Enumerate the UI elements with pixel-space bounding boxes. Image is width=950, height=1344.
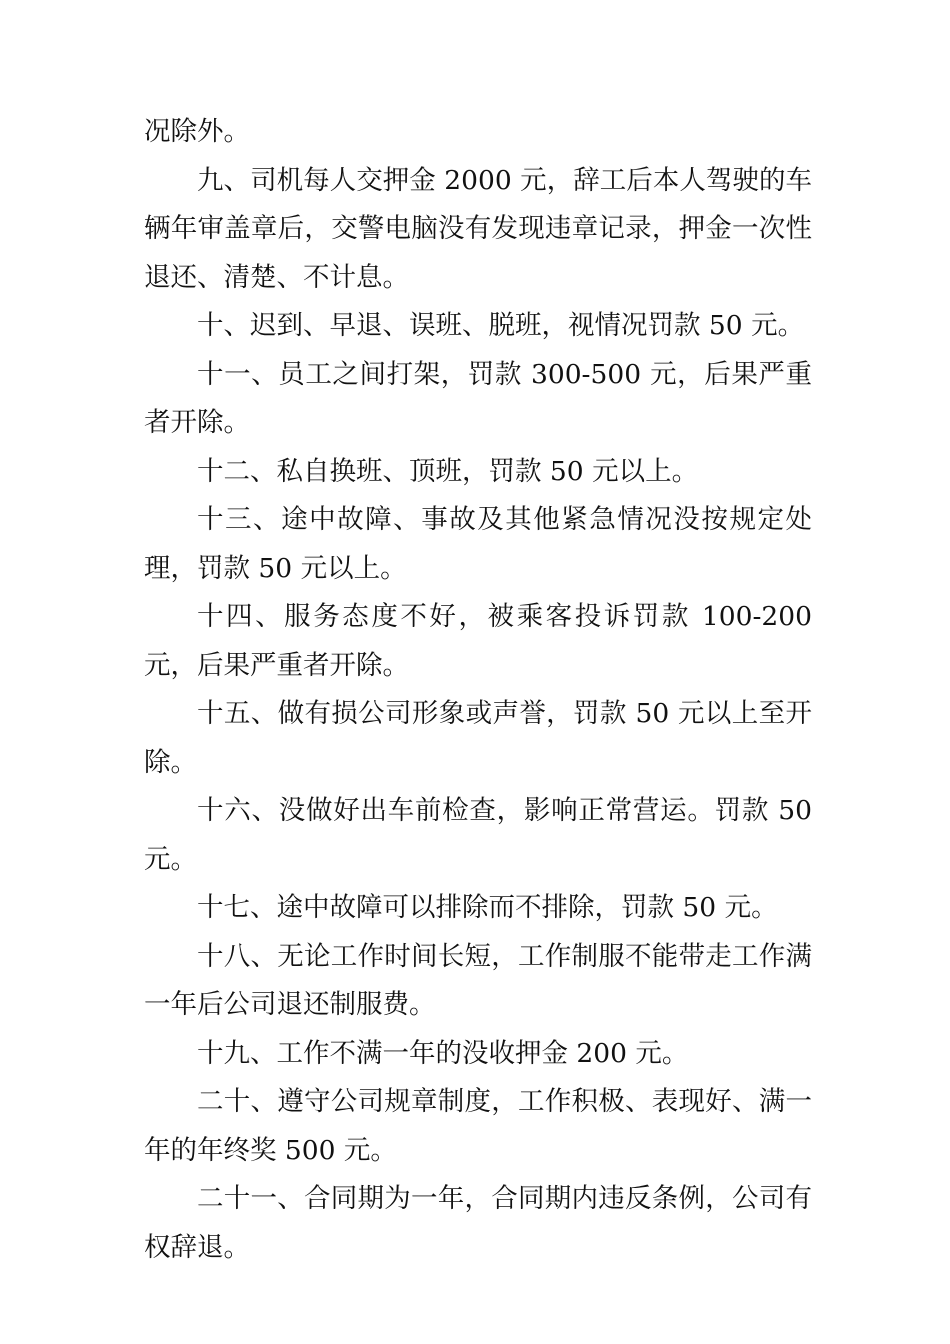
paragraph-rule-16: 十六、没做好出车前检查，影响正常营运。罚款 50 元。	[144, 795, 812, 875]
paragraph-rule-10: 十、迟到、早退、误班、脱班，视情况罚款 50 元。	[197, 310, 805, 341]
paragraph-rule-21: 二十一、合同期为一年，合同期内违反条例，公司有权辞退。	[144, 1183, 812, 1263]
paragraph-rule-9: 九、司机每人交押金 2000 元，辞工后本人驾驶的车辆年审盖章后，交警电脑没有发现违章记录，押金一次性退还、清楚、不计息。	[144, 164, 812, 293]
paragraph-rule-15: 十五、做有损公司形象或声誉，罚款 50 元以上至开除。	[144, 698, 812, 778]
paragraph-rule-19: 十九、工作不满一年的没收押金 200 元。	[197, 1037, 689, 1069]
paragraph-rule-13: 十三、途中故障、事故及其他紧急情况没按规定处理，罚款 50 元以上。	[144, 504, 812, 584]
paragraph-rule-18: 十八、无论工作时间长短，工作制服不能带走工作满一年后公司退还制服费。	[144, 940, 812, 1020]
paragraph-continuation: 况除外。	[144, 116, 250, 147]
paragraph-rule-12: 十二、私自换班、顶班，罚款 50 元以上。	[197, 455, 699, 487]
document-body	[144, 108, 812, 1272]
paragraph-rule-11: 十一、员工之间打架，罚款 300-500 元，后果严重者开除。	[144, 358, 812, 438]
paragraph-rule-14: 十四、服务态度不好，被乘客投诉罚款 100-200 元，后果严重者开除。	[144, 601, 812, 681]
paragraph-rule-17: 十七、途中故障可以排除而不排除，罚款 50 元。	[197, 892, 778, 923]
paragraph-rule-20: 二十、遵守公司规章制度，工作积极、表现好、满一年的年终奖 500 元。	[144, 1086, 812, 1166]
